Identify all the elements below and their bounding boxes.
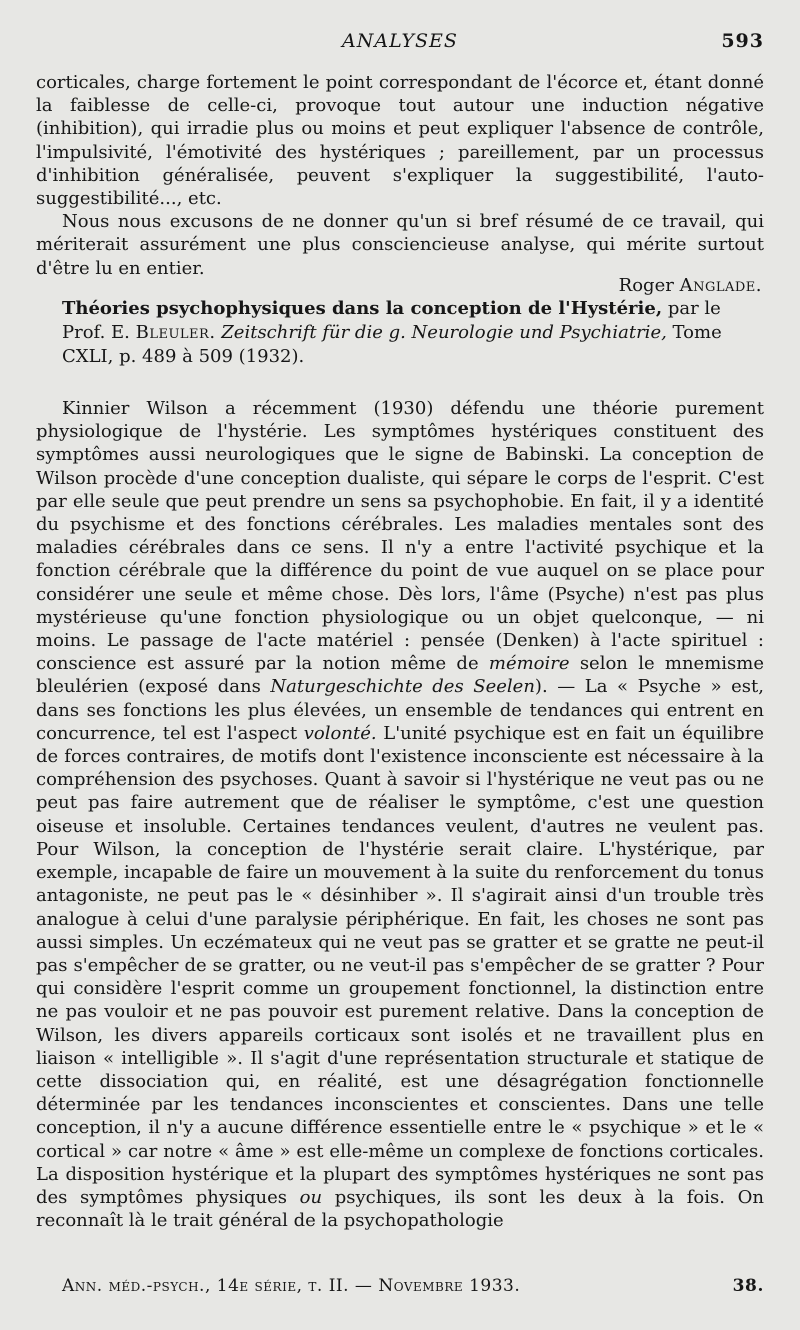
article-author: Bleuler. <box>135 322 216 344</box>
article-by: par le Prof. E. <box>62 298 721 344</box>
body-text-5: psychiques, ils sont les deux à la fois. On reconnaît là le trait général de la psychopathologie <box>36 1186 764 1232</box>
article-heading <box>36 297 764 369</box>
footer-citation: Ann. méd.-psych., 14e série, t. II. — Novembre 1933. <box>62 1276 521 1296</box>
closing-paragraph <box>36 210 764 280</box>
article-reference: Tome CXLI, p. 489 à 509 (1932). <box>62 322 722 368</box>
signature-first-name: Roger <box>618 274 674 296</box>
body-text-3: ). — La « Psyche » est, dans ses fonctions les plus élevées, un ensemble de tendances qui entrent en concurrence, tel est l'aspect <box>36 676 764 744</box>
closing-text: Nous nous excusons de ne donner qu'un si bref résumé de ce travail, qui mériterait assurément une plus consciencieuse analyse, qui mérite surtout d'être lu en entier. <box>36 211 764 279</box>
body-italic-1: mémoire <box>488 653 570 675</box>
article-journal: Zeitschrift für die g. Neurologie und Psychiatrie, <box>221 322 667 344</box>
article-title: Théories psychophysiques dans la conception de l'Hystérie, <box>62 298 663 320</box>
main-paragraph <box>36 397 764 1232</box>
body-italic-4: ou <box>299 1186 323 1208</box>
body-italic-2: Naturgeschichte des Seelen <box>270 676 535 698</box>
body-text-2: selon le mnemisme bleulérien (exposé dans <box>36 653 764 698</box>
body-text-4: L'unité psychique est en fait un équilibre de forces contraires, de motifs dont l'existence inconsciente est nécessaire à la compréhension des psychoses. Quant à savoir si l'hystérique ne veut pas ou ne peut pas faire autrement que de réaliser le symptôme, c'est une question oiseuse et insoluble. Certaines tendances veulent, d'autres ne veulent pas. Pour Wilson, la conception de l'hystérie serait claire. L'hystérique, par exemple, incapable de faire un mouvement à la suite du renforcement du tonus antagoniste, ne peut pas le « désinhiber ». Il s'agirait ainsi d'un trouble très analogue à celui d'une paralysie périphérique. En fait, les choses ne sont pas aussi simples. Un eczémateux qui ne veut pas se gratter et se gratte ne peut-il pas s'empêcher de se gratter, ou ne veut-il pas s'empêcher de se gratter ? Pour qui considère l'esprit comme un groupement fonctionnel, la distinction entre ne pas vouloir et ne pas pouvoir est purement relative. Dans la conception de Wilson, les divers appareils corticaux sont isolés et ne travaillent plus en liaison « intelligible ». Il s'agit d'une représentation structurale et statique de cette dissociation qui, en réalité, est une désagrégation fonctionnelle déterminée par les tendances inconscientes et conscientes. Dans une telle conception, il n'y a aucune différence essentielle entre le « psychique » et le « cortical » car notre « âme » est elle-même un complexe de fonctions corticales. La disposition hystérique et la plupart des symptômes hystériques ne sont pas des symptômes physiques <box>36 722 764 1208</box>
footer-signature-mark: 38. <box>732 1276 764 1296</box>
body-italic-3: volonté. <box>303 722 377 744</box>
page-body <box>36 71 764 1232</box>
signature-last-name: Anglade. <box>679 274 762 296</box>
page-number: 593 <box>721 30 764 52</box>
running-title: ANALYSES <box>342 30 458 52</box>
body-text-1: Kinnier Wilson a récemment (1930) défendu une théorie purement physiologique de l'hystérie. Les symptômes hystériques constituent des symptômes aussi neurologiques que le signe de Babinski. La conception de Wilson procède d'une conception dualiste, qui sépare le corps de l'esprit. C'est par elle seule que peut prendre un sens sa psychophobie. En fait, il y a identité du psychisme et des fonctions cérébrales. Les maladies mentales sont des maladies cérébrales dans ce sens. Il n'y a entre l'activité psychique et la fonction cérébrale que la différence du point de vue auquel on se place pour considérer une seule et même chose. Dès lors, l'âme (Psyche) n'est pas plus mystérieuse qu'une fonction physiologique ou un objet quelconque, — ni moins. Le passage de l'acte matériel : pensée (Denken) à l'acte spirituel : conscience est assuré par la notion même de <box>36 398 764 675</box>
continuation-paragraph: corticales, charge fortement le point correspondant de l'écorce et, étant donné la faiblesse de celle-ci, provoque tout autour une induction négative (inhibition), qui irradie plus ou moins et peut expliquer l'absence de contrôle, l'impulsivité, l'émotivité des hystériques ; pareillement, par un processus d'inhibition généralisée, peuvent s'expliquer la suggestibilité, l'auto-suggestibilité..., etc. <box>36 72 764 210</box>
